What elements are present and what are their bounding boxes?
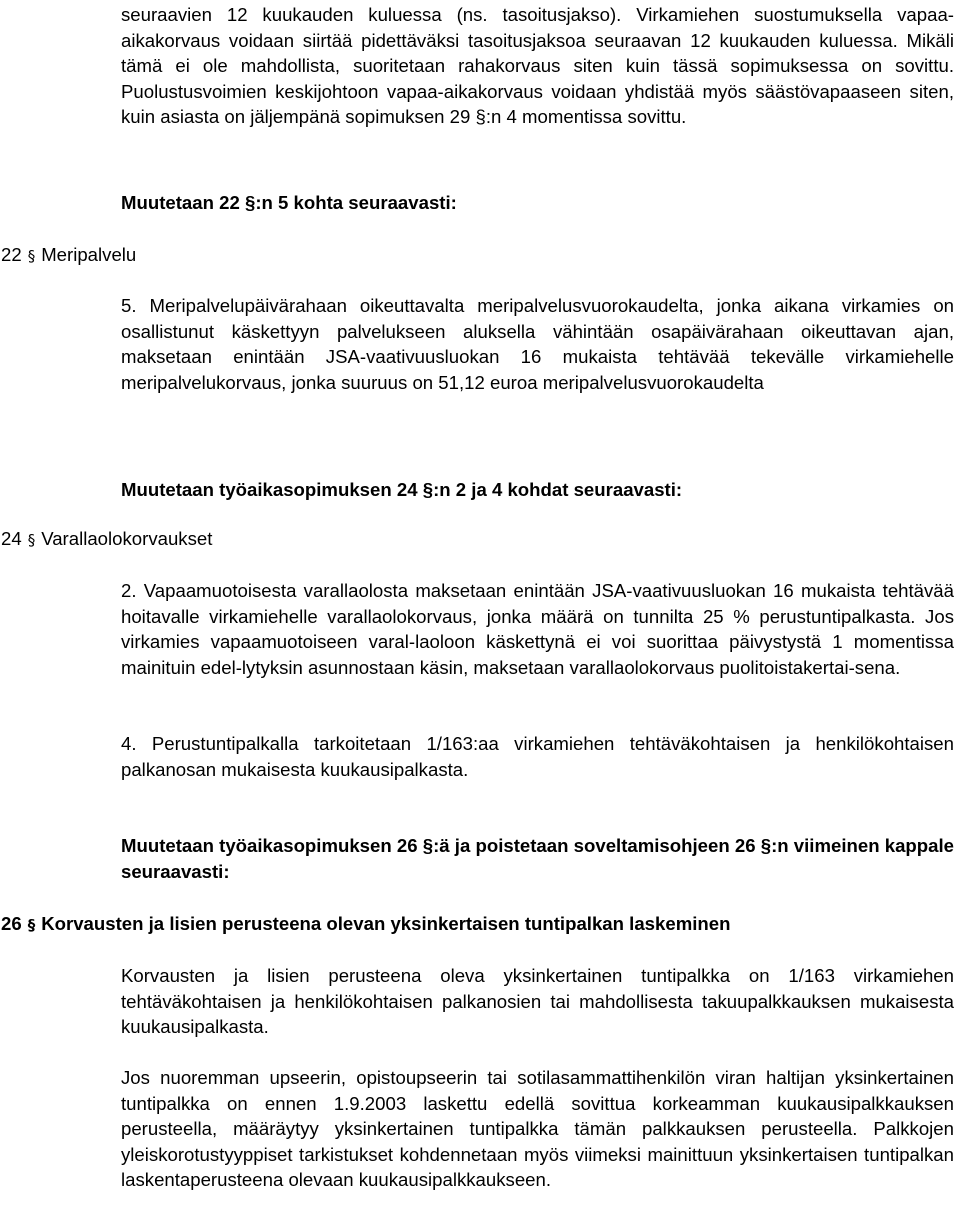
section-24-paragraph-4: 4. Perustuntipalkalla tarkoitetaan 1/163:aa virkamiehen tehtäväkohtaisen ja henkilökohtaisen palkanosan mukaisesta kuukausipalkasta.: [121, 733, 954, 780]
section-26-paragraph-2: Jos nuoremman upseerin, opistoupseerin tai sotilasammattihenkilön viran haltijan yksinkertainen tuntipalkka on ennen 1.9.2003 laskettu edellä sovittua korkeamman kuukausipalkkauksen perusteella, määräytyy yksinkertainen tuntipalkka tämän palkkauksen perusteella. Palkkojen yleiskorotustyyppiset tarkistukset kohdennetaan myös viimeksi mainittuun yksinkertaisen tuntipalkan laskentaperusteena olevaan kuukausipalkkaukseen.: [121, 1067, 954, 1191]
section-24-amendment-heading: Muutetaan työaikasopimuksen 24 §:n 2 ja 4 kohdat seuraavasti:: [121, 479, 683, 500]
section-22-paragraph-5: 5. Meripalvelupäivärahaan oikeuttavalta meripalvelusvuorokaudelta, jonka aikana virkamies on osallistunut käskettyyn palvelukseen aluksella vähintään osapäivärahaan oikeuttavan ajan, maksetaan enintään JSA-vaativuusluokan 16 mukaista tehtävää tekevälle virkamiehelle meripalvelukorvaus, jonka suuruus on 51,12 euroa meripalvelusvuorokaudelta: [121, 295, 954, 393]
section-24-paragraph-2: 2. Vapaamuotoisesta varallaolosta maksetaan enintään JSA-vaativuusluokan 16 mukaista tehtävää hoitavalle virkamiehelle varallaolokorvaus, jonka määrä on tunnilta 25 % perustuntipalkasta. Jos virkamies vapaamuotoiseen varal-laoloon käskettynä ei voi suorittaa päivystystä 1 momentissa mainituin edel-lytyksin asunnostaan käsin, maksetaan varallaolokorvaus puolitoistakertai-sena.: [121, 580, 954, 678]
section-sign-22: §: [27, 247, 36, 265]
section-22-amendment-heading: Muutetaan 22 §:n 5 kohta seuraavasti:: [121, 192, 457, 213]
section-24-label: [1, 526, 212, 554]
section-22-title: Meripalvelu: [41, 244, 137, 265]
section-26-number: 26: [1, 913, 22, 934]
section-26-amendment-heading: Muutetaan työaikasopimuksen 26 §:ä ja poistetaan soveltamisohjeen 26 §:n viimeinen kappale seuraavasti:: [121, 835, 954, 882]
section-22-label: [1, 242, 136, 270]
section-26-title: Korvausten ja lisien perusteena olevan yksinkertaisen tuntipalkan laskeminen: [41, 913, 731, 934]
section-24-title: Varallaolokorvaukset: [41, 528, 213, 549]
section-sign-26: §: [27, 916, 36, 934]
section-24-number: 24: [1, 528, 22, 549]
intro-paragraph: seuraavien 12 kuukauden kuluessa (ns. tasoitusjakso). Virkamiehen suostumuksella vapaa-aikakorvaus voidaan siirtää pidettäväksi tasoitusjaksoa seuraavan 12 kuukauden kuluessa. Mikäli tämä ei ole mahdollista, suoritetaan rahakorvaus siten kuin tässä sopimuksessa on sovittu. Puolustusvoimien keskijohtoon vapaa-aikakorvaus voidaan yhdistää myös säästövapaaseen siten, kuin asiasta on jäljempänä sopimuksen 29 §:n 4 momentissa sovittu.: [121, 4, 954, 128]
section-26-paragraph-1: Korvausten ja lisien perusteena oleva yksinkertainen tuntipalkka on 1/163 virkamiehen tehtäväkohtaisen ja henkilökohtaisen palkanosien tai mahdollisesta takuupalkkauksen mukaisesta kuukausipalkasta.: [121, 965, 954, 1038]
section-26-label: [1, 911, 730, 939]
section-sign-24: §: [27, 531, 36, 549]
section-22-number: 22: [1, 244, 22, 265]
